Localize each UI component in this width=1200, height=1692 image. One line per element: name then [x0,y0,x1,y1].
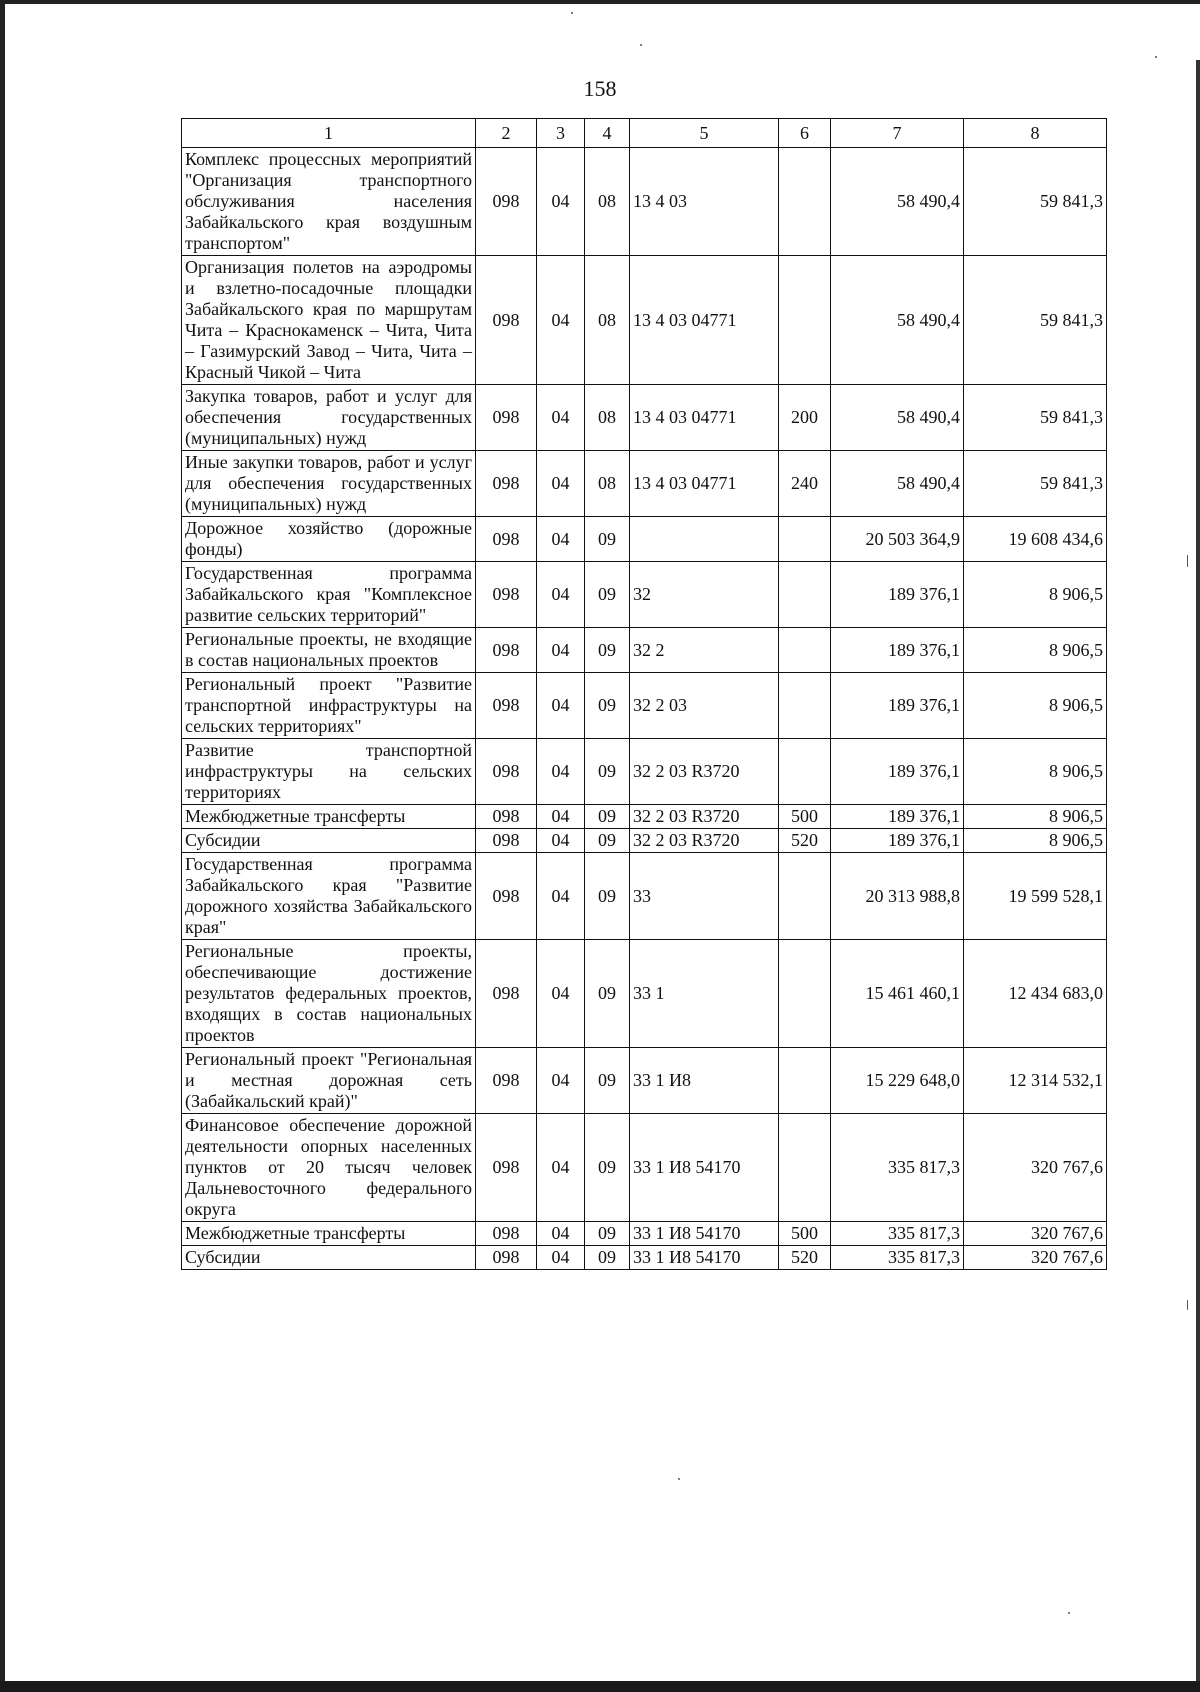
row-amount-year-1: 58 490,4 [831,385,964,451]
row-admin-code: 098 [476,148,537,256]
row-admin-code: 098 [476,562,537,628]
row-section-code: 04 [537,1222,585,1246]
row-subsection-code: 08 [585,148,630,256]
table-body [182,148,1107,1270]
column-header: 7 [831,119,964,148]
row-expense-type [779,853,831,940]
row-subsection-code: 08 [585,256,630,385]
table-row [182,739,1107,805]
row-expense-type [779,148,831,256]
row-section-code: 04 [537,739,585,805]
row-section-code: 04 [537,517,585,562]
row-target-article [630,517,779,562]
row-admin-code: 098 [476,517,537,562]
row-amount-year-1: 15 229 648,0 [831,1048,964,1114]
row-name: Субсидии [182,829,476,853]
row-amount-year-2: 8 906,5 [964,628,1107,673]
row-expense-type [779,517,831,562]
row-amount-year-1: 189 376,1 [831,805,964,829]
table-row [182,1246,1107,1270]
column-header: 1 [182,119,476,148]
row-amount-year-1: 20 313 988,8 [831,853,964,940]
row-amount-year-2: 320 767,6 [964,1114,1107,1222]
row-name: Финансовое обеспечение дорожной деятельности опорных населенных пунктов от 20 тысяч человек Дальневосточного федерального округа [182,1114,476,1222]
row-subsection-code: 09 [585,853,630,940]
row-target-article: 32 2 03 [630,673,779,739]
row-section-code: 04 [537,256,585,385]
row-name: Государственная программа Забайкальского края "Комплексное развитие сельских территорий" [182,562,476,628]
page-number: 158 [583,76,617,101]
row-amount-year-1: 189 376,1 [831,739,964,805]
row-subsection-code: 09 [585,805,630,829]
row-admin-code: 098 [476,940,537,1048]
row-name: Региональные проекты, не входящие в состав национальных проектов [182,628,476,673]
row-amount-year-1: 20 503 364,9 [831,517,964,562]
row-expense-type [779,940,831,1048]
table-row [182,805,1107,829]
row-subsection-code: 09 [585,940,630,1048]
row-amount-year-1: 335 817,3 [831,1114,964,1222]
row-subsection-code: 08 [585,451,630,517]
table-row [182,385,1107,451]
row-target-article: 33 1 И8 54170 [630,1114,779,1222]
row-section-code: 04 [537,628,585,673]
scan-speck [640,44,642,46]
row-section-code: 04 [537,148,585,256]
row-section-code: 04 [537,385,585,451]
row-admin-code: 098 [476,451,537,517]
row-subsection-code: 08 [585,385,630,451]
column-header: 6 [779,119,831,148]
row-name: Региональный проект "Региональная и местная дорожная сеть (Забайкальский край)" [182,1048,476,1114]
row-amount-year-2: 59 841,3 [964,385,1107,451]
row-section-code: 04 [537,940,585,1048]
row-expense-type: 240 [779,451,831,517]
table-header-row [182,119,1107,148]
row-name: Межбюджетные трансферты [182,805,476,829]
scan-border-top [0,0,1200,4]
row-amount-year-1: 189 376,1 [831,829,964,853]
row-expense-type [779,628,831,673]
table-row [182,673,1107,739]
row-subsection-code: 09 [585,1048,630,1114]
row-admin-code: 098 [476,739,537,805]
row-target-article: 13 4 03 [630,148,779,256]
scan-speck [1187,555,1188,567]
row-name: Иные закупки товаров, работ и услуг для обеспечения государственных (муниципальных) нужд [182,451,476,517]
row-amount-year-1: 15 461 460,1 [831,940,964,1048]
row-section-code: 04 [537,805,585,829]
row-amount-year-2: 59 841,3 [964,148,1107,256]
row-section-code: 04 [537,1048,585,1114]
table-row [182,451,1107,517]
row-subsection-code: 09 [585,1222,630,1246]
row-target-article: 32 2 03 R3720 [630,739,779,805]
scan-speck [678,1478,680,1480]
row-expense-type [779,673,831,739]
row-admin-code: 098 [476,673,537,739]
row-section-code: 04 [537,853,585,940]
scan-border-right [1196,60,1200,1692]
row-admin-code: 098 [476,628,537,673]
row-section-code: 04 [537,1114,585,1222]
row-target-article: 13 4 03 04771 [630,385,779,451]
row-name: Дорожное хозяйство (дорожные фонды) [182,517,476,562]
row-subsection-code: 09 [585,562,630,628]
row-subsection-code: 09 [585,517,630,562]
row-target-article: 33 1 И8 [630,1048,779,1114]
row-target-article: 33 1 И8 54170 [630,1222,779,1246]
row-admin-code: 098 [476,385,537,451]
row-amount-year-2: 320 767,6 [964,1246,1107,1270]
row-amount-year-1: 335 817,3 [831,1222,964,1246]
row-section-code: 04 [537,451,585,517]
row-amount-year-2: 59 841,3 [964,256,1107,385]
row-expense-type [779,562,831,628]
row-expense-type [779,739,831,805]
table-row [182,940,1107,1048]
row-amount-year-2: 320 767,6 [964,1222,1107,1246]
row-amount-year-1: 335 817,3 [831,1246,964,1270]
row-expense-type: 500 [779,805,831,829]
row-expense-type: 200 [779,385,831,451]
scan-speck [1155,56,1157,58]
row-expense-type [779,1048,831,1114]
table-row [182,628,1107,673]
row-target-article: 32 [630,562,779,628]
table-row [182,853,1107,940]
table-row [182,1048,1107,1114]
row-admin-code: 098 [476,1246,537,1270]
row-name: Субсидии [182,1246,476,1270]
scan-border-bottom [0,1681,1200,1692]
row-name: Развитие транспортной инфраструктуры на сельских территориях [182,739,476,805]
row-expense-type: 520 [779,829,831,853]
row-amount-year-2: 8 906,5 [964,562,1107,628]
row-amount-year-1: 189 376,1 [831,562,964,628]
budget-table [181,118,1107,1270]
table-row [182,148,1107,256]
row-target-article: 32 2 [630,628,779,673]
row-expense-type [779,256,831,385]
row-name: Региональный проект "Развитие транспортной инфраструктуры на сельских территориях" [182,673,476,739]
table-row [182,256,1107,385]
column-header: 4 [585,119,630,148]
row-amount-year-1: 189 376,1 [831,673,964,739]
row-section-code: 04 [537,673,585,739]
row-target-article: 32 2 03 R3720 [630,805,779,829]
row-amount-year-2: 8 906,5 [964,739,1107,805]
row-name: Региональные проекты, обеспечивающие достижение результатов федеральных проектов, входящих в состав национальных проектов [182,940,476,1048]
column-header: 8 [964,119,1107,148]
row-admin-code: 098 [476,256,537,385]
row-admin-code: 098 [476,805,537,829]
row-admin-code: 098 [476,1114,537,1222]
row-subsection-code: 09 [585,1246,630,1270]
row-section-code: 04 [537,562,585,628]
row-section-code: 04 [537,1246,585,1270]
scan-border-left [0,0,5,1692]
row-amount-year-2: 59 841,3 [964,451,1107,517]
row-target-article: 13 4 03 04771 [630,451,779,517]
row-amount-year-1: 58 490,4 [831,451,964,517]
scan-speck [1187,1300,1188,1310]
table-row [182,1114,1107,1222]
row-expense-type: 500 [779,1222,831,1246]
row-name: Государственная программа Забайкальского края "Развитие дорожного хозяйства Забайкальского края" [182,853,476,940]
table-row [182,517,1107,562]
column-header: 3 [537,119,585,148]
row-amount-year-2: 19 608 434,6 [964,517,1107,562]
row-subsection-code: 09 [585,628,630,673]
row-expense-type [779,1114,831,1222]
row-amount-year-1: 189 376,1 [831,628,964,673]
row-admin-code: 098 [476,1048,537,1114]
row-amount-year-2: 12 434 683,0 [964,940,1107,1048]
row-subsection-code: 09 [585,673,630,739]
row-target-article: 32 2 03 R3720 [630,829,779,853]
row-amount-year-1: 58 490,4 [831,148,964,256]
row-name: Комплекс процессных мероприятий "Организация транспортного обслуживания населения Забайкальского края воздушным транспортом" [182,148,476,256]
row-subsection-code: 09 [585,1114,630,1222]
row-target-article: 33 1 И8 54170 [630,1246,779,1270]
row-amount-year-2: 8 906,5 [964,673,1107,739]
row-amount-year-1: 58 490,4 [831,256,964,385]
row-admin-code: 098 [476,853,537,940]
row-section-code: 04 [537,829,585,853]
row-amount-year-2: 8 906,5 [964,829,1107,853]
scan-speck [571,12,573,14]
row-name: Организация полетов на аэродромы и взлетно-посадочные площадки Забайкальского края по маршрутам Чита – Краснокаменск – Чита, Чита – Газимурский Завод – Чита, Чита – Красный Чикой – Чита [182,256,476,385]
row-admin-code: 098 [476,829,537,853]
scan-speck [1068,1612,1070,1614]
row-subsection-code: 09 [585,739,630,805]
table-row [182,1222,1107,1246]
row-amount-year-2: 12 314 532,1 [964,1048,1107,1114]
table-row [182,562,1107,628]
row-target-article: 13 4 03 04771 [630,256,779,385]
column-header: 2 [476,119,537,148]
row-admin-code: 098 [476,1222,537,1246]
column-header: 5 [630,119,779,148]
row-name: Межбюджетные трансферты [182,1222,476,1246]
row-amount-year-2: 19 599 528,1 [964,853,1107,940]
row-target-article: 33 [630,853,779,940]
row-amount-year-2: 8 906,5 [964,805,1107,829]
row-name: Закупка товаров, работ и услуг для обеспечения государственных (муниципальных) нужд [182,385,476,451]
row-target-article: 33 1 [630,940,779,1048]
row-subsection-code: 09 [585,829,630,853]
table-row [182,829,1107,853]
row-expense-type: 520 [779,1246,831,1270]
